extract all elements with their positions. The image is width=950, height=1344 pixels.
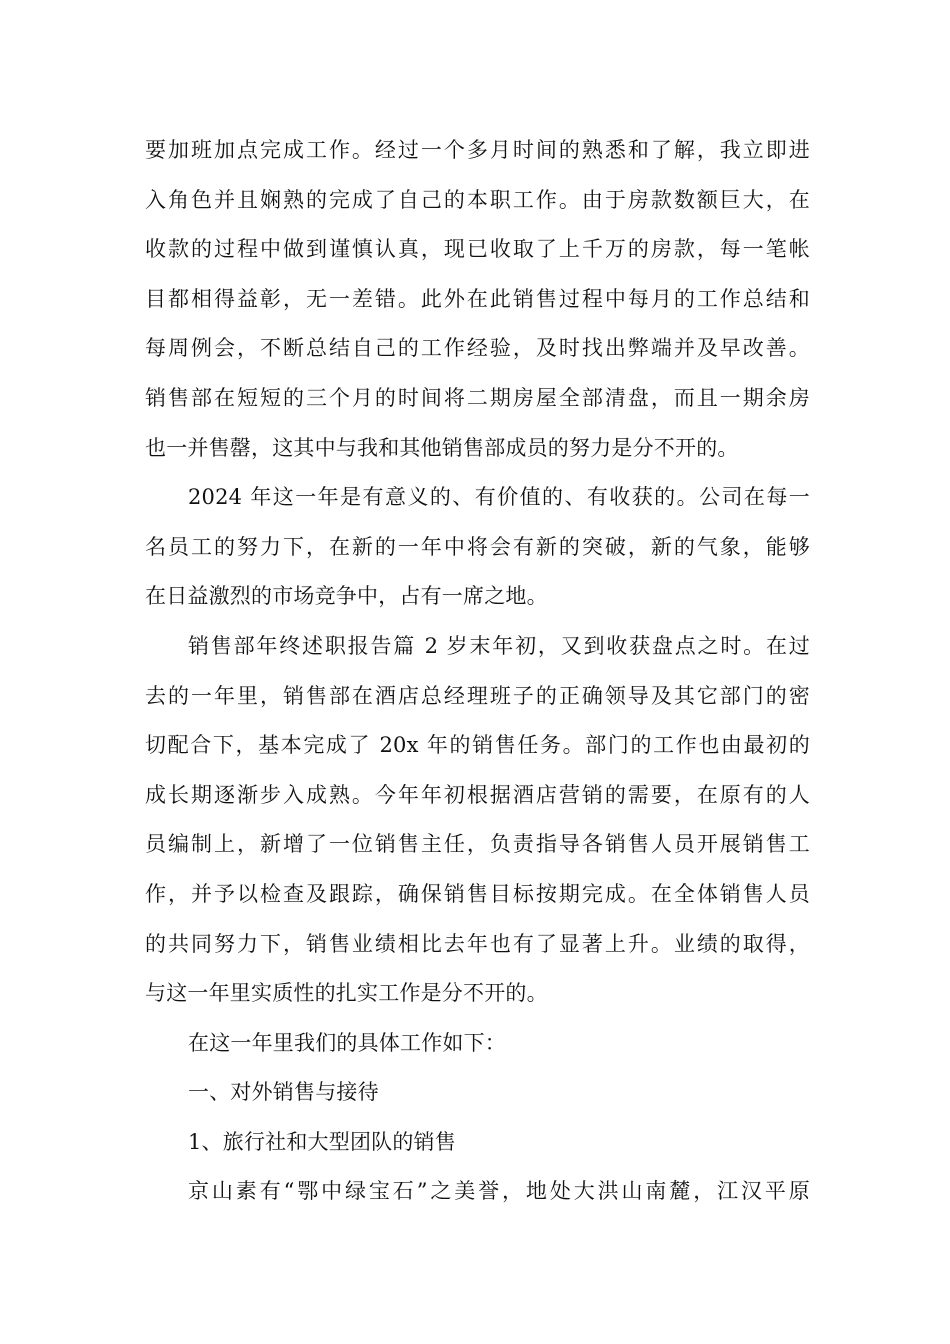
text-line: 在这一年里我们的具体工作如下： <box>188 1030 506 1055</box>
text-line: 与这一年里实质性的扎实工作是分不开的。 <box>145 981 548 1006</box>
text-line: 名员工的努力下，在新的一年中将会有新的突破，新的气象，能够 <box>145 534 810 559</box>
text-line: 2024 年这一年是有意义的、有价值的、有收获的。公司在每一 <box>188 485 810 510</box>
text-line: 作，并予以检查及跟踪，确保销售目标按期完成。在全体销售人员 <box>145 881 810 906</box>
document-body <box>145 126 810 1217</box>
text-line: 也一并售罄，这其中与我和其他销售部成员的努力是分不开的。 <box>145 435 739 460</box>
text-line: 京山素有“鄂中绿宝石”之美誉，地处大洪山南麓，江汉平原 <box>188 1179 810 1204</box>
text-line: 员编制上，新增了一位销售主任，负责指导各销售人员开展销售工 <box>145 832 810 857</box>
text-line: 在日益激烈的市场竞争中，占有一席之地。 <box>145 584 548 609</box>
section-heading: 一、对外销售与接待 <box>188 1080 379 1105</box>
text-line: 切配合下，基本完成了 20x 年的销售任务。部门的工作也由最初的 <box>145 733 810 758</box>
text-line: 成长期逐渐步入成熟。今年年初根据酒店营销的需要，在原有的人 <box>145 782 810 807</box>
text-line: 的共同努力下，销售业绩相比去年也有了显著上升。业绩的取得， <box>145 931 810 956</box>
text-line: 目都相得益彰，无一差错。此外在此销售过程中每月的工作总结和 <box>145 286 810 311</box>
text-line: 要加班加点完成工作。经过一个多月时间的熟悉和了解，我立即进 <box>145 138 810 162</box>
text-line: 收款的过程中做到谨慎认真，现已收取了上千万的房款，每一笔帐 <box>145 237 810 262</box>
subsection-heading: 1、旅行社和大型团队的销售 <box>188 1129 456 1154</box>
text-line: 每周例会，不断总结自己的工作经验，及时找出弊端并及早改善。 <box>145 336 810 361</box>
text-line: 销售部在短短的三个月的时间将二期房屋全部清盘，而且一期余房 <box>145 385 810 410</box>
text-line: 去的一年里，销售部在酒店总经理班子的正确领导及其它部门的密 <box>145 683 810 708</box>
text-line: 销售部年终述职报告篇 2 岁末年初，又到收获盘点之时。在过 <box>188 633 810 658</box>
text-line: 入角色并且娴熟的完成了自己的本职工作。由于房款数额巨大，在 <box>145 187 810 212</box>
